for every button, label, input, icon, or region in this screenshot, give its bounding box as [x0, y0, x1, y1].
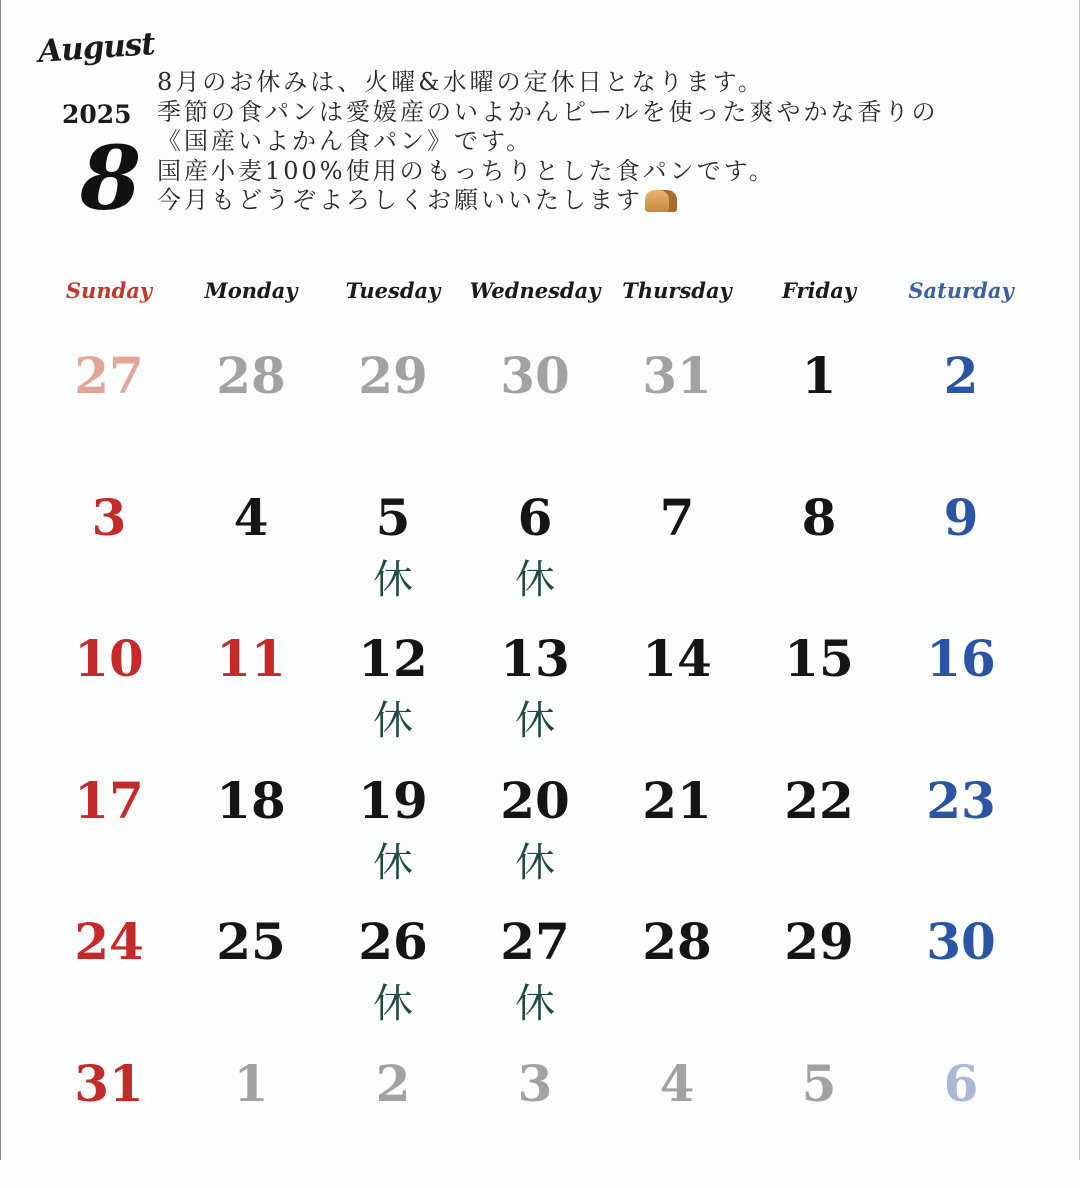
weekday-sunday: Sunday [65, 278, 153, 303]
day-number: 23 [926, 770, 996, 830]
notice-line: 国産小麦100%使用のもっちりとした食パンです。 [157, 156, 776, 185]
day-number: 30 [500, 346, 570, 405]
day-number: 1 [801, 346, 837, 405]
day-number: 6 [943, 1053, 979, 1113]
calendar-day-cell [606, 904, 748, 1046]
notice-line: 今月もどうぞよろしくお願いいたします [157, 186, 643, 214]
day-number: 24 [74, 912, 144, 971]
day-number: 21 [642, 770, 712, 830]
calendar-day-cell [180, 763, 322, 905]
closed-day-mark: 休 [515, 981, 555, 1027]
day-number: 27 [74, 346, 144, 405]
calendar-day-cell [38, 621, 180, 763]
calendar-day-cell [748, 1046, 890, 1188]
calendar-day-cell [890, 1046, 1032, 1188]
closed-day-mark: 休 [373, 556, 413, 603]
calendar-day-cell [890, 338, 1032, 480]
weekday-tuesday: Tuesday [345, 278, 441, 303]
day-number: 28 [216, 346, 286, 405]
calendar-day-cell [464, 904, 606, 1046]
day-number: 2 [943, 346, 979, 405]
notice-line: 《国産いよかん食パン》です。 [157, 127, 534, 155]
day-number: 16 [926, 629, 996, 688]
notice-line-last [157, 186, 1057, 216]
calendar-day-cell [748, 763, 890, 905]
day-number: 5 [801, 1053, 837, 1113]
calendar-day-cell [180, 480, 322, 622]
notice-line: 季節の食パンは愛媛産のいよかんピールを使った爽やかな香りの [157, 97, 939, 126]
day-number: 3 [91, 487, 127, 547]
day-number: 1 [233, 1053, 269, 1113]
day-number: 12 [358, 629, 428, 688]
calendar-day-cell [180, 338, 322, 480]
calendar-day-cell [890, 621, 1032, 763]
calendar-day-cell [464, 338, 606, 480]
weekday-header-row [38, 278, 1038, 318]
closed-day-mark: 休 [515, 698, 555, 744]
calendar-day-cell [748, 480, 890, 622]
weekday-monday: Monday [204, 278, 298, 303]
calendar-day-cell [322, 904, 464, 1046]
day-number: 4 [659, 1053, 695, 1113]
calendar-day-cell [748, 621, 890, 763]
month-name: August [36, 25, 156, 71]
closed-day-mark: 休 [373, 698, 413, 744]
calendar-day-cell [890, 763, 1032, 905]
calendar-day-cell [890, 904, 1032, 1046]
weekday-wednesday: Wednesday [469, 278, 601, 303]
day-number: 4 [233, 487, 269, 547]
day-number: 26 [358, 912, 428, 971]
closed-day-mark: 休 [373, 839, 413, 886]
day-number: 6 [517, 487, 553, 547]
day-number: 9 [943, 487, 979, 547]
day-number: 31 [74, 1053, 144, 1113]
calendar-day-cell [38, 480, 180, 622]
day-number: 28 [642, 912, 712, 971]
calendar-day-cell [606, 480, 748, 622]
frame-border-left [0, 0, 1, 1160]
weekday-thursday: Thursday [622, 278, 732, 303]
calendar-day-cell [464, 763, 606, 905]
calendar-day-cell [606, 338, 748, 480]
day-number: 29 [784, 912, 854, 971]
calendar-day-cell [322, 763, 464, 905]
day-number: 18 [216, 770, 286, 830]
day-number: 10 [74, 629, 144, 688]
day-number: 5 [375, 487, 411, 547]
calendar-day-cell [606, 1046, 748, 1188]
day-number: 31 [642, 346, 712, 405]
day-number: 27 [500, 912, 570, 971]
day-number: 14 [642, 629, 712, 688]
calendar-day-cell [38, 904, 180, 1046]
calendar-day-cell [322, 621, 464, 763]
bread-icon [645, 190, 677, 212]
day-number: 19 [358, 770, 428, 830]
closed-day-mark: 休 [373, 981, 413, 1027]
day-number: 20 [500, 770, 570, 830]
day-number: 7 [659, 487, 695, 547]
day-number: 15 [784, 629, 854, 688]
calendar-day-cell [322, 338, 464, 480]
day-number: 11 [216, 629, 286, 688]
calendar-day-cell [322, 480, 464, 622]
calendar-day-cell [464, 480, 606, 622]
calendar-day-cell [38, 1046, 180, 1188]
day-number: 17 [74, 770, 144, 830]
calendar-day-cell [464, 1046, 606, 1188]
weekday-friday: Friday [781, 278, 857, 303]
notice-line: 8月のお休みは、火曜&水曜の定休日となります。 [157, 68, 765, 96]
day-number: 2 [375, 1053, 411, 1113]
closed-day-mark: 休 [515, 556, 555, 603]
weekday-saturday: Saturday [908, 278, 1014, 303]
day-number: 13 [500, 629, 570, 688]
calendar-day-cell [748, 338, 890, 480]
day-number: 29 [358, 346, 428, 405]
month-number: 8 [80, 126, 142, 230]
calendar-day-cell [890, 480, 1032, 622]
calendar-day-cell [180, 904, 322, 1046]
day-number: 8 [801, 487, 837, 547]
year-label: 2025 [62, 100, 132, 129]
calendar-day-cell [606, 621, 748, 763]
calendar-day-cell [38, 338, 180, 480]
calendar-day-cell [464, 621, 606, 763]
day-number: 3 [517, 1053, 553, 1113]
calendar-day-cell [748, 904, 890, 1046]
calendar-grid [38, 338, 1038, 1158]
calendar-day-cell [180, 1046, 322, 1188]
day-number: 30 [926, 912, 996, 971]
day-number: 25 [216, 912, 286, 971]
day-number: 22 [784, 770, 854, 830]
calendar-day-cell [606, 763, 748, 905]
calendar-day-cell [38, 763, 180, 905]
shop-notice [157, 68, 1057, 216]
calendar-day-cell [322, 1046, 464, 1188]
closed-day-mark: 休 [515, 839, 555, 886]
calendar-day-cell [180, 621, 322, 763]
